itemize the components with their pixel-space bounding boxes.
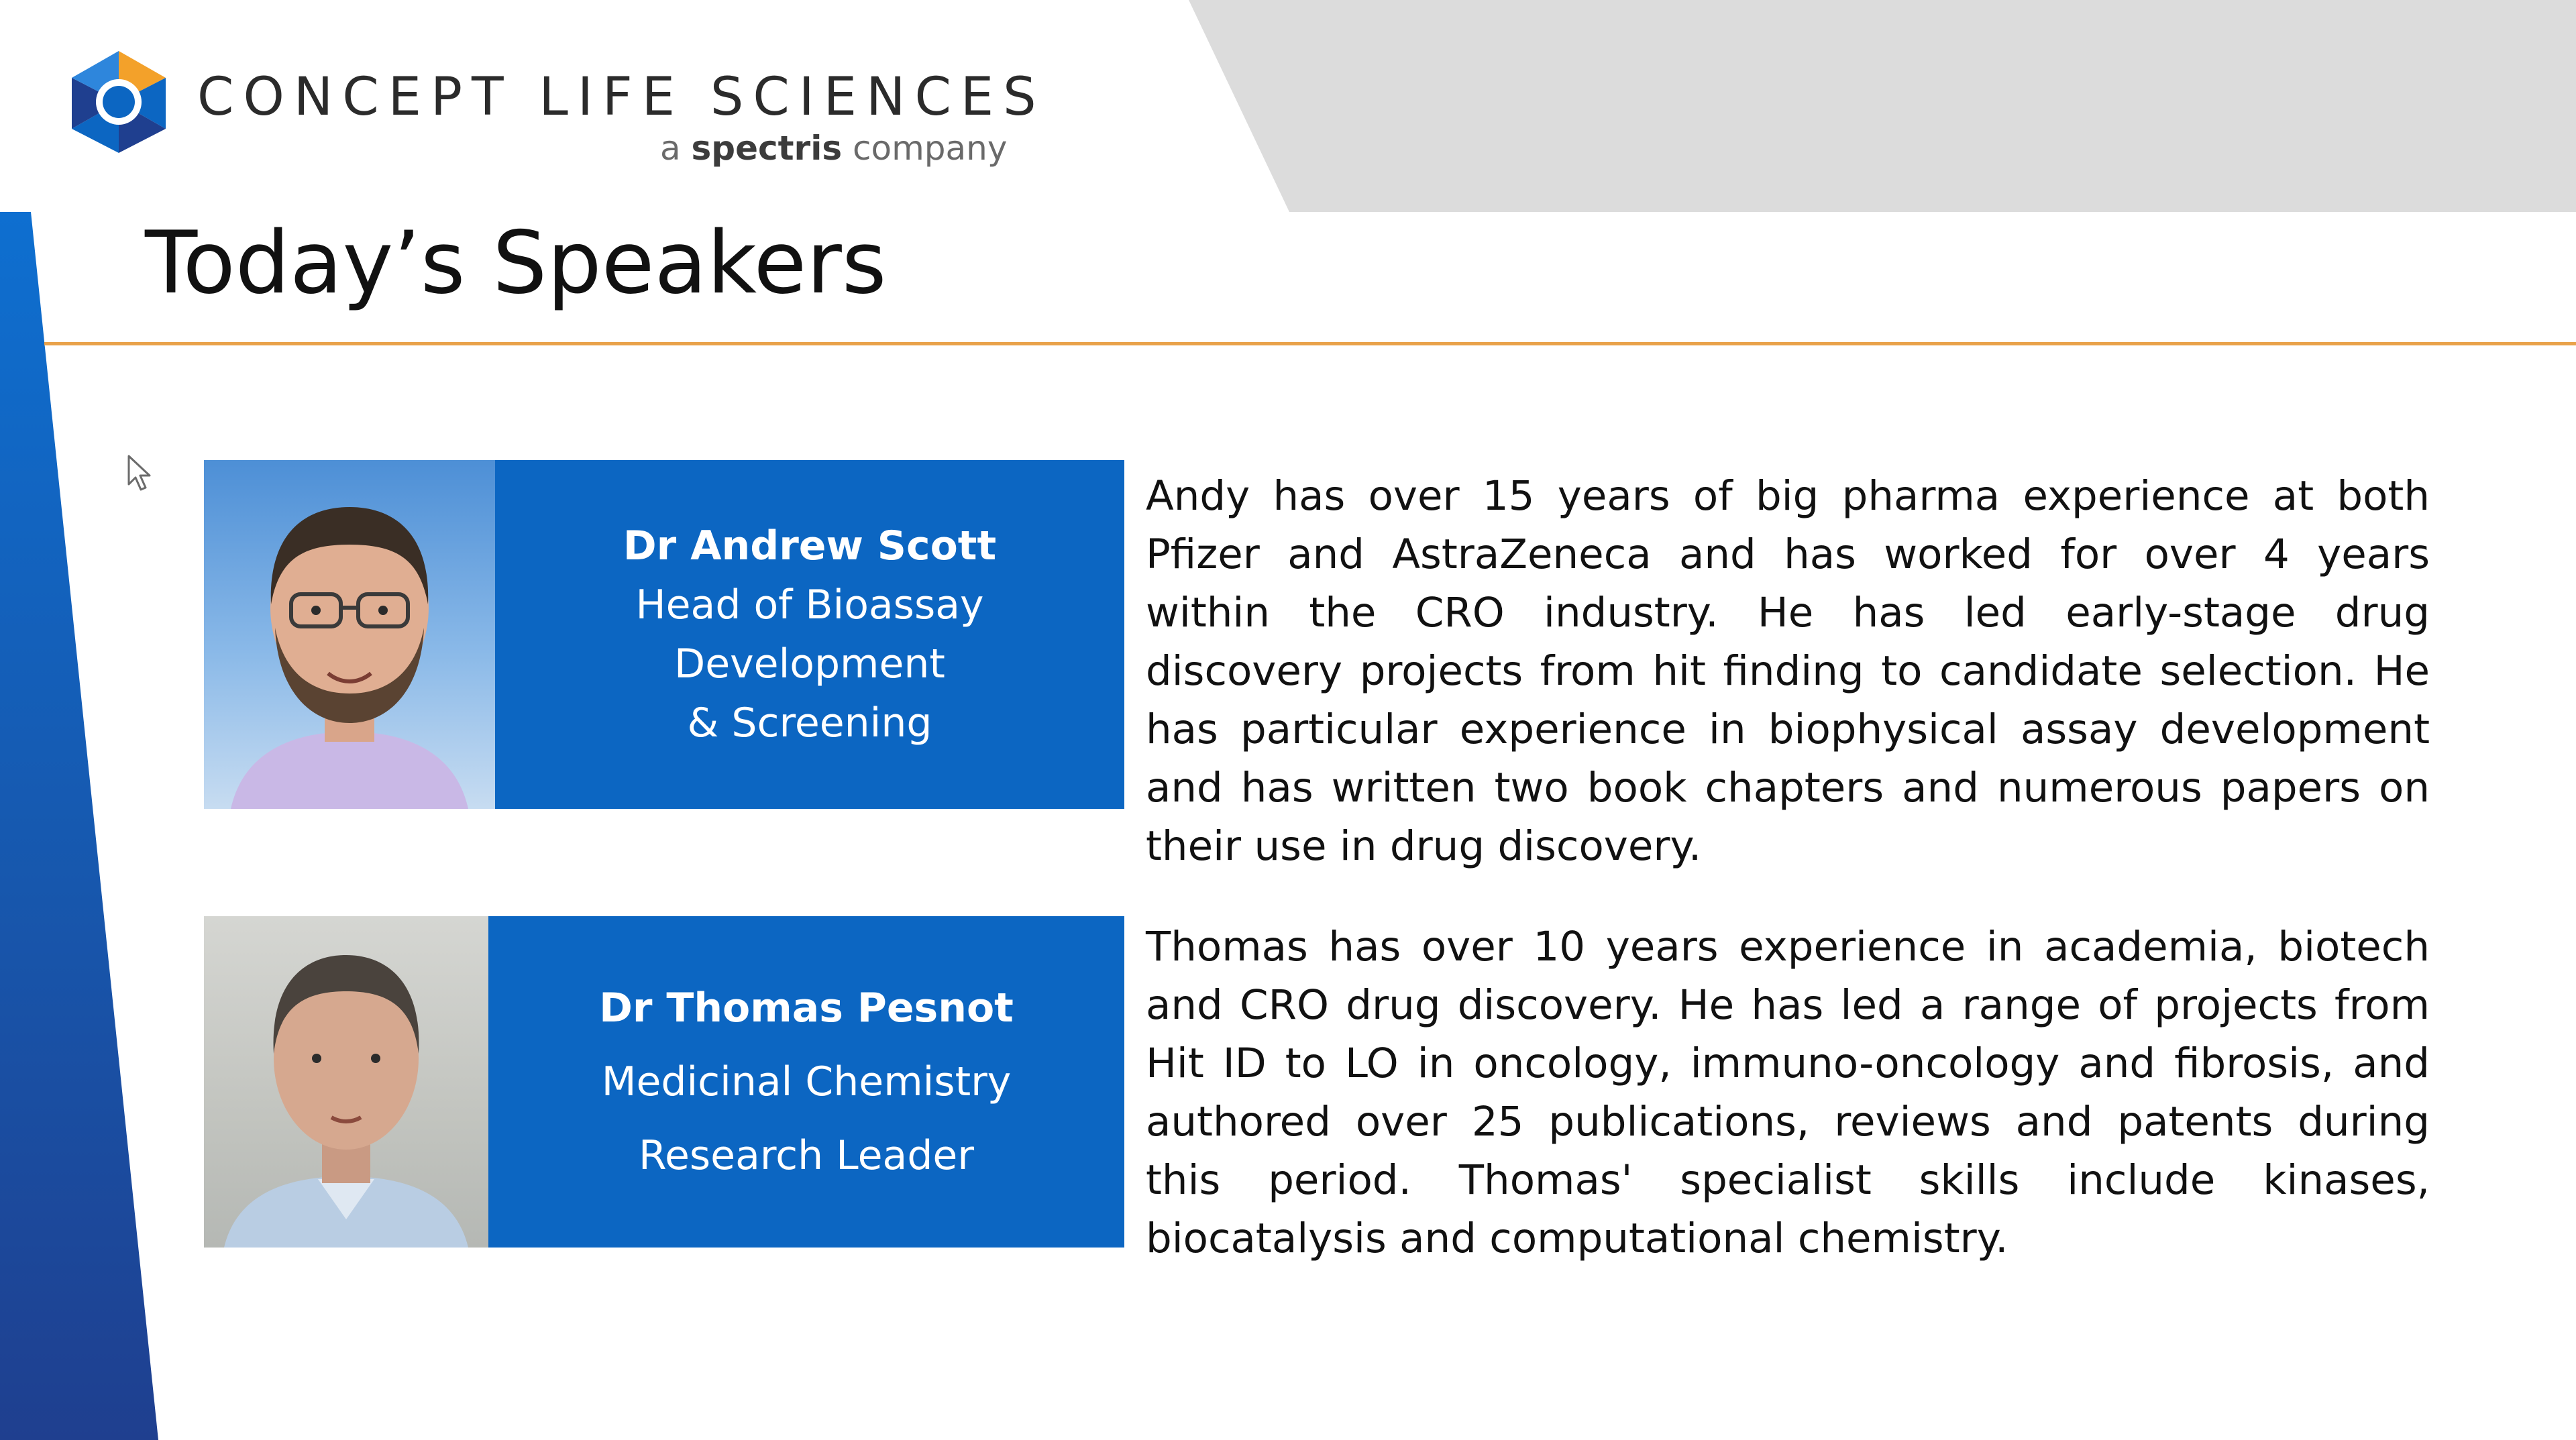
- brand-name: CONCEPT LIFE SCIENCES: [197, 67, 1046, 127]
- speaker-name: Dr Andrew Scott: [623, 522, 997, 569]
- speaker-card-thomas-pesnot: [204, 916, 1124, 1248]
- speaker-photo-andrew-scott: [204, 460, 495, 809]
- speaker-photo-thomas-pesnot: [204, 916, 488, 1248]
- speaker-card-andrew-scott: [204, 460, 1124, 809]
- speaker-role-line: Research Leader: [638, 1132, 974, 1179]
- brand-tagline-prefix: a: [660, 129, 681, 168]
- speaker-bio-thomas-pesnot: Thomas has over 10 years experience in academia, biotech and CRO drug discovery. He has led a range of projects from Hit ID to LO in oncology, immuno-oncology and fibrosis, and authored over 25 publications, reviews and patents during this period. Thomas' specialist skills include kinases, biocatalysis and computational chemistry.: [1146, 923, 2430, 1262]
- page-title: Today’s Speakers: [145, 213, 887, 313]
- hexagon-logo-icon: [62, 48, 176, 156]
- speaker-role-line: & Screening: [687, 700, 932, 746]
- brand-tagline: [660, 129, 1007, 168]
- brand-tagline-parent: spectris: [691, 129, 843, 168]
- title-divider: [44, 342, 2576, 345]
- mouse-pointer-icon: [126, 455, 153, 492]
- speaker-role-line: Head of Bioassay: [635, 581, 984, 628]
- speaker-name-panel: [488, 916, 1124, 1248]
- speaker-name-panel: [495, 460, 1124, 809]
- speaker-name: Dr Thomas Pesnot: [599, 985, 1014, 1032]
- speaker-bio-andrew-scott: Andy has over 15 years of big pharma experience at both Pfizer and AstraZeneca and has worked for over 4 years within the CRO industry. He has led early-stage drug discovery projects from hit finding to candidate selection. He has particular experience in biophysical assay development and has written two book chapters and numerous papers on their use in drug discovery.: [1146, 472, 2430, 870]
- brand-tagline-suffix: company: [853, 129, 1008, 168]
- speaker-role-line: Development: [674, 641, 945, 687]
- speaker-role-line: Medicinal Chemistry: [601, 1058, 1012, 1105]
